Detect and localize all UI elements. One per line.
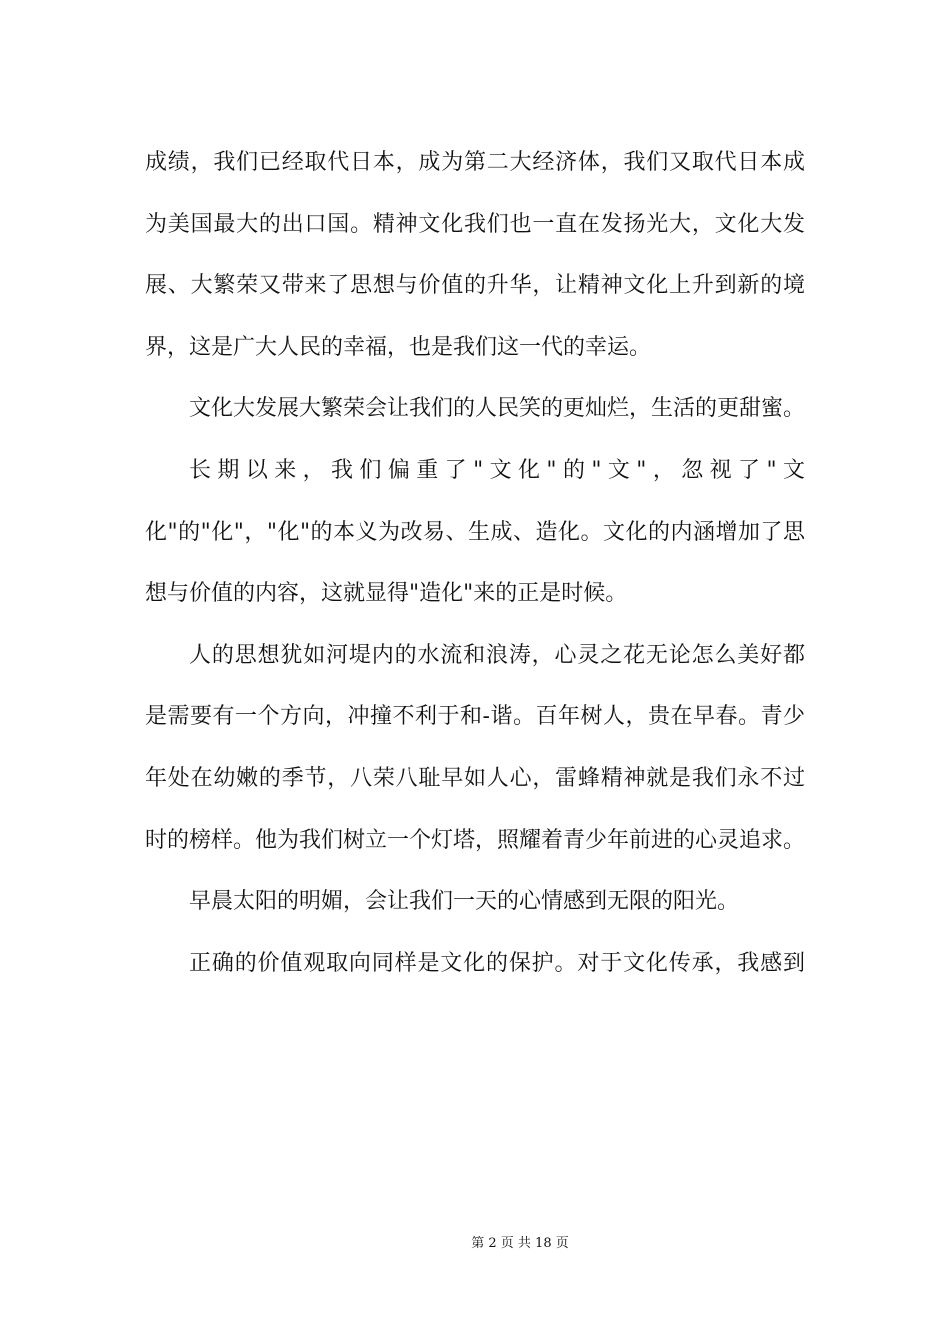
text-line: 界，这是广大人民的幸福，也是我们这一代的幸运。 <box>145 334 652 360</box>
text-line: 正确的价值观取向同样是文化的保护。对于文化传承，我感到 <box>189 950 805 976</box>
text-line: 展、大繁荣又带来了思想与价值的升华，让精神文化上升到新的境 <box>145 273 805 299</box>
text-line: 化"的"化"，"化"的本义为改易、生成、造化。文化的内涵增加了思 <box>145 519 805 545</box>
text-line: 时的榜样。他为我们树立一个灯塔，照耀着青少年前进的心灵追求。 <box>145 827 805 853</box>
body-text <box>145 132 805 994</box>
text-line: 文化大发展大繁荣会让我们的人民笑的更灿烂，生活的更甜蜜。 <box>189 396 805 422</box>
text-line: 早晨太阳的明媚，会让我们一天的心情感到无限的阳光。 <box>189 889 740 915</box>
text-line: 长期以来，我们偏重了"文化"的"文"，忽视了"文 <box>189 457 805 483</box>
text-line: 成绩，我们已经取代日本，成为第二大经济体，我们又取代日本成 <box>145 150 805 175</box>
text-line: 是需要有一个方向，冲撞不利于和-谐。百年树人，贵在早春。青少 <box>145 704 805 730</box>
text-line: 想与价值的内容，这就显得"造化"来的正是时候。 <box>145 581 628 607</box>
page-footer: 第 2 页 共 18 页 <box>471 1236 569 1251</box>
text-line: 人的思想犹如河堤内的水流和浪涛，心灵之花无论怎么美好都 <box>189 642 805 668</box>
text-line: 为美国最大的出口国。精神文化我们也一直在发扬光大，文化大发 <box>145 211 805 237</box>
text-line: 年处在幼嫩的季节，八荣八耻早如人心，雷蜂精神就是我们永不过 <box>145 765 805 791</box>
